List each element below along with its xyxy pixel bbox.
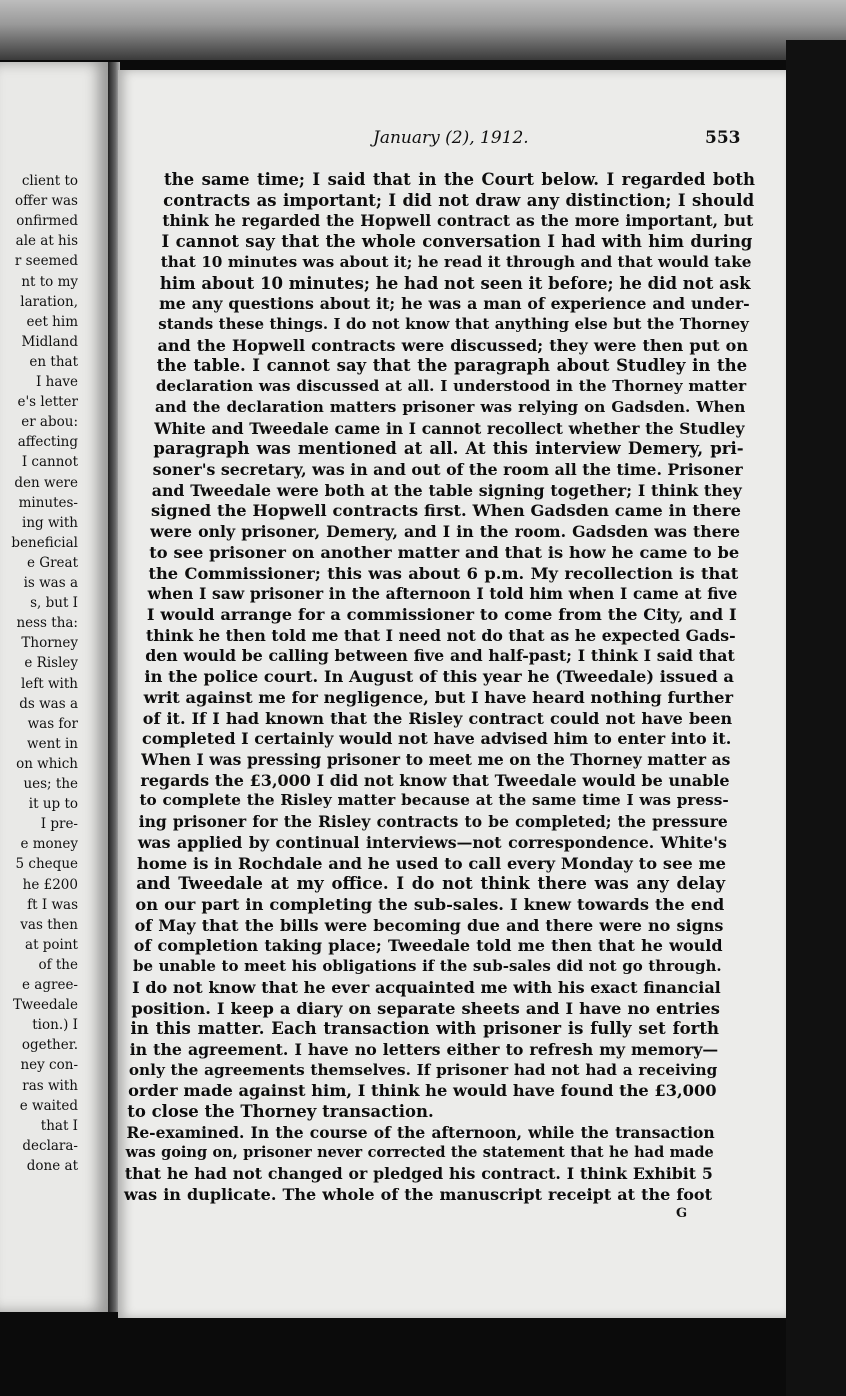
text-line: order made against him, I think he would have found the £3,000 [128, 1081, 717, 1101]
left-page-fragment: 5 cheque [15, 856, 78, 873]
left-page-fragment: affecting [17, 434, 78, 451]
text-line: I cannot say that the whole conversation I had with him during [161, 232, 753, 252]
text-line: contracts as important; I did not draw any distinction; I should [163, 190, 755, 210]
text-line: think he then told me that I need not do that as he expected Gads- [146, 625, 736, 645]
text-line: signed the Hopwell contracts first. When Gadsden came in there [150, 501, 741, 521]
left-page-fragment: he £200 [22, 876, 78, 893]
left-page-fragment: nt to my [21, 273, 78, 290]
left-page-fragment: is was a [23, 575, 78, 591]
text-line: completed I certainly would not have advised him to enter into it. [141, 729, 732, 749]
left-page-fragment: ogether. [21, 1037, 78, 1054]
left-page-fragment: er abou: [21, 414, 78, 431]
text-line: of it. If I had known that the Risley contract could not have been [142, 708, 733, 728]
left-page-fragment: offer was [15, 193, 78, 210]
left-page-fragment: client to [21, 173, 78, 189]
text-line: declaration was discussed at all. I understood in the Thorney matter [155, 377, 747, 396]
text-line: that he had not changed or pledged his contract. I think Exhibit 5 [124, 1164, 713, 1184]
text-line: and Tweedale at my office. I do not think there was any delay [136, 874, 726, 894]
left-page-fragment: declara- [22, 1137, 78, 1154]
left-page-fragment: e's letter [17, 394, 78, 411]
text-line: writ against me for negligence, but I have heard nothing further [143, 687, 734, 707]
running-head: January (2), 1912. [373, 128, 529, 148]
left-page-fragment: ing with [22, 514, 78, 531]
left-page-fragment: done at [26, 1157, 78, 1174]
text-line: the same time; I said that in the Court below. I regarded both [164, 170, 755, 189]
text-line: White and Tweedale came in I cannot recollect whether the Studley [154, 418, 745, 438]
text-line: that 10 minutes was about it; he read it through and that would take [160, 252, 752, 271]
left-page-fragment: went in [27, 735, 78, 752]
left-page-fragment: minutes- [18, 494, 78, 511]
text-line: ing prisoner for the Risley contracts to be completed; the pressure [138, 812, 728, 832]
text-line: I would arrange for a commissioner to come from the City, and I [146, 605, 737, 624]
signature-mark: G [676, 1206, 688, 1221]
left-page-fragment: laration, [20, 293, 78, 310]
text-line: when I saw prisoner in the afternoon I told him when I came at five [147, 584, 738, 604]
text-line: den would be calling between five and half-past; I think I said that [145, 646, 735, 666]
left-page-fragment: Tweedale [12, 997, 78, 1014]
text-line: me any questions about it; he was a man of experience and under- [159, 294, 750, 314]
text-line: and the Hopwell contracts were discussed; they were then put on [157, 335, 748, 355]
left-page-fragment: s, but I [30, 595, 78, 612]
left-page-fragment: at point [25, 936, 78, 953]
left-page-edge [0, 62, 108, 1312]
left-page-fragment: den were [14, 474, 78, 491]
left-page-fragment: e agree- [22, 977, 78, 993]
left-page-fragment: e Risley [24, 655, 78, 672]
text-line: soner's secretary, was in and out of the room all the time. Prisoner [152, 460, 743, 479]
text-line: position. I keep a diary on separate sheets and I have no entries [131, 998, 720, 1018]
left-page-fragment: en that [29, 353, 78, 370]
left-page-fragment: vas then [20, 916, 78, 933]
text-line: home is in Rochdale and he used to call every Monday to see me [137, 853, 727, 873]
left-page-fragment: ney con- [20, 1057, 78, 1074]
left-page-fragment: r seemed [14, 253, 78, 270]
text-line: in the police court. In August of this year he (Tweedale) issued a [144, 667, 734, 687]
text-line: were only prisoner, Demery, and I in the room. Gadsden was there [150, 522, 741, 542]
text-line: the table. I cannot say that the paragraph about Studley in the [156, 356, 748, 376]
left-page-fragment: I pre- [40, 816, 78, 833]
left-page-fragment: ale at his [15, 233, 78, 250]
text-line: was going on, prisoner never corrected the statement that he had made [125, 1143, 714, 1161]
book-top-edge [0, 0, 846, 60]
left-page-fragment: onfirmed [16, 213, 78, 230]
left-page-fragment: that I [40, 1117, 78, 1134]
left-page-fragment: I have [36, 374, 78, 390]
left-page-fragment: of the [38, 956, 78, 973]
text-line: to close the Thorney transaction. [127, 1102, 434, 1122]
text-line: and the declaration matters prisoner was relying on Gadsden. When [155, 397, 746, 416]
text-line: him about 10 minutes; he had not seen it before; he did not ask [159, 273, 751, 293]
left-page-fragment: tion.) I [32, 1017, 78, 1034]
text-line: to complete the Risley matter because at the same time I was press- [139, 791, 729, 810]
left-page-fragment: ras with [22, 1077, 78, 1094]
left-page-fragment: ds was a [19, 695, 78, 712]
text-line: to see prisoner on another matter and that is how he came to be [149, 542, 740, 562]
left-page-fragment: ness tha: [16, 615, 78, 632]
left-page-fragment: ft I was [27, 896, 78, 913]
left-page-fragment: e money [20, 836, 78, 853]
text-line: regards the £3,000 I did not know that Tweedale would be unable [140, 770, 730, 790]
text-line: on our part in completing the sub-sales. I knew towards the end [135, 895, 725, 914]
text-line: of completion taking place; Tweedale told me then that he would [133, 936, 723, 956]
left-page-fragment: was for [27, 715, 78, 732]
text-line: Re-examined. In the course of the afternoon, while the transaction [126, 1122, 715, 1142]
book-right-edge [786, 40, 846, 1396]
text-line: think he regarded the Hopwell contract as the more important, but [162, 211, 754, 231]
left-page-fragment: e waited [19, 1097, 78, 1114]
left-page-fragment: Midland [21, 333, 78, 350]
left-page-fragment: I cannot [21, 454, 78, 471]
text-line: paragraph was mentioned at all. At this interview Demery, pri- [153, 439, 744, 459]
left-page-fragment: left with [20, 675, 78, 692]
text-line: stands these things. I do not know that anything else but the Thorney [158, 315, 749, 333]
left-page-fragment: ues; the [23, 776, 78, 792]
left-page-fragment: beneficial [11, 534, 78, 551]
left-page-fragment: eet him [26, 313, 78, 330]
left-page-fragment: e Great [27, 554, 78, 571]
text-line: was in duplicate. The whole of the manuscript receipt at the foot [124, 1185, 712, 1204]
text-line: the Commissioner; this was about 6 p.m. My recollection is that [148, 563, 739, 583]
text-line: in the agreement. I have no letters either to refresh my memory— [129, 1040, 719, 1059]
left-page-fragment: Thorney [21, 635, 78, 652]
left-page-fragment: on which [16, 755, 78, 772]
text-line: in this matter. Each transaction with prisoner is fully set forth [130, 1019, 719, 1039]
text-line: was applied by continual interviews—not correspondence. White's [137, 832, 727, 852]
text-line: only the agreements themselves. If prisoner had not had a receiving [128, 1060, 718, 1079]
left-page-fragment: it up to [28, 796, 78, 813]
text-line: and Tweedale were both at the table signing together; I think they [151, 480, 742, 500]
text-line: of May that the bills were becoming due and there were no signs [134, 915, 724, 935]
text-line: be unable to meet his obligations if the sub-sales did not go through. [132, 957, 722, 976]
page-number: 553 [705, 128, 741, 148]
text-line: I do not know that he ever acquainted me with his exact financial [132, 977, 721, 997]
text-line: When I was pressing prisoner to meet me on the Thorney matter as [141, 750, 731, 769]
page-header [118, 128, 786, 152]
